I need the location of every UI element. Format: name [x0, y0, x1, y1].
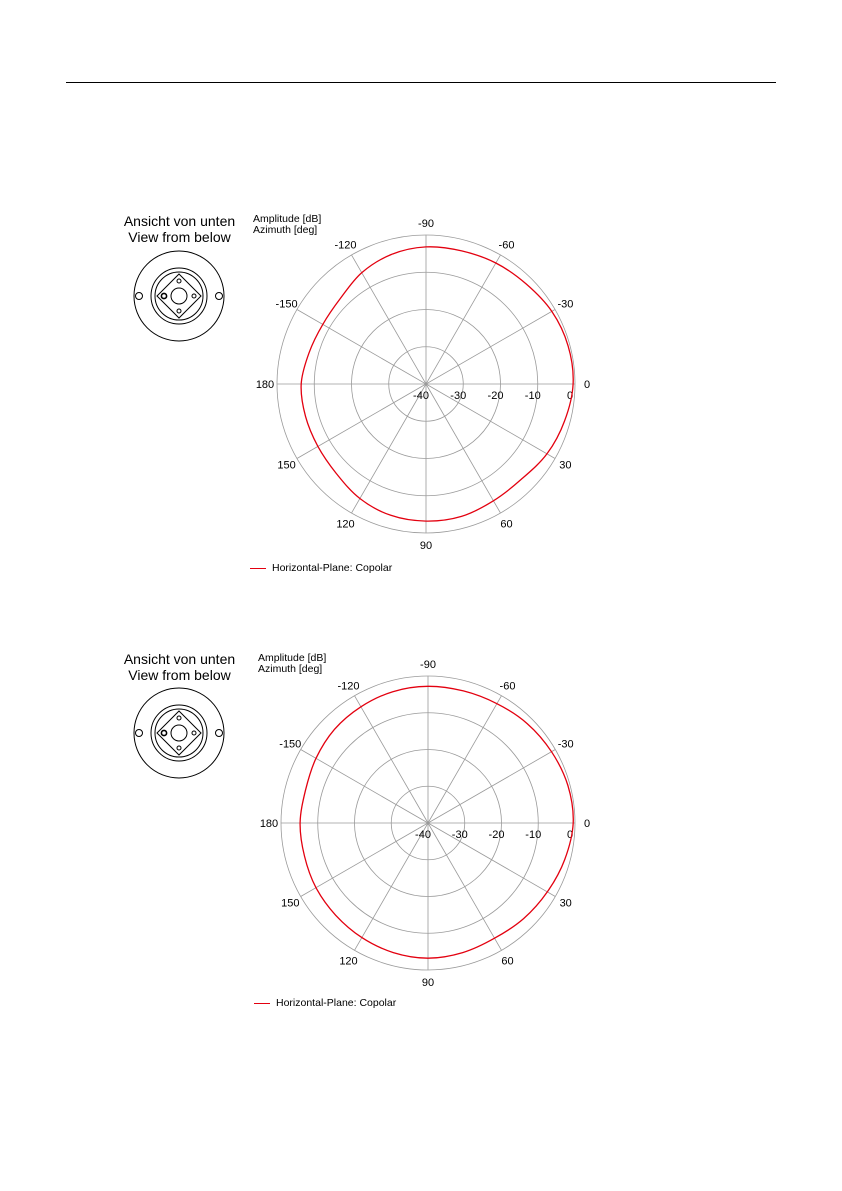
angle-tick-label: -150	[275, 298, 298, 311]
angle-tick-label: -60	[498, 239, 515, 252]
grid-spoke	[297, 384, 426, 459]
legend	[250, 562, 392, 574]
grid-spoke	[355, 823, 429, 950]
grid-spoke	[426, 384, 501, 513]
legend-entry: Horizontal-Plane: Copolar	[276, 997, 397, 1009]
radial-axis-label: Amplitude [dB]	[258, 652, 327, 664]
radial-tick-label: 0	[566, 390, 574, 402]
angle-tick-label: 60	[501, 955, 514, 968]
radial-tick-label: -20	[488, 829, 505, 841]
polar-chart	[240, 200, 610, 570]
radial-axis-label: Amplitude [dB]	[253, 213, 322, 225]
angle-tick-label: 150	[277, 459, 296, 472]
view-caption	[112, 213, 247, 245]
grid-spoke	[428, 696, 502, 823]
angle-tick-label: 180	[255, 379, 275, 391]
angular-axis-label: Azimuth [deg]	[253, 224, 318, 236]
angle-tick-label: 120	[339, 955, 358, 968]
series-line-copolar	[300, 686, 573, 958]
angle-tick-label: -30	[557, 738, 574, 751]
antenna-mount-drawing	[133, 250, 225, 342]
angular-axis-label: Azimuth [deg]	[258, 663, 323, 675]
view-caption-de: Ansicht von unten	[123, 651, 236, 667]
grid-spoke	[428, 750, 555, 824]
angle-tick-label: 30	[559, 459, 572, 472]
grid-spoke	[301, 823, 428, 897]
angle-tick-label: 90	[421, 977, 435, 989]
grid-spoke	[352, 384, 427, 513]
legend-swatch	[250, 568, 266, 569]
grid-spoke	[426, 255, 501, 384]
angle-tick-label: 180	[259, 818, 279, 830]
view-caption-de: Ansicht von unten	[123, 213, 236, 229]
radial-tick-label: -10	[524, 390, 541, 402]
angle-tick-label: 120	[336, 518, 355, 531]
angle-tick-label: -90	[418, 218, 434, 230]
radial-tick-label: -30	[451, 829, 468, 841]
radial-tick-label: -30	[450, 390, 467, 402]
grid-spoke	[355, 696, 429, 823]
grid-spoke	[426, 310, 555, 385]
view-caption	[112, 651, 247, 683]
angle-tick-label: 90	[419, 540, 433, 552]
angle-tick-label: -120	[334, 239, 357, 252]
radial-tick-label: -10	[525, 829, 542, 841]
angle-tick-label: -90	[420, 659, 436, 671]
view-caption-en: View from below	[128, 667, 231, 683]
angle-tick-label: -120	[337, 680, 360, 693]
legend-entry: Horizontal-Plane: Copolar	[272, 562, 393, 574]
angle-tick-label: 30	[559, 897, 572, 910]
angle-tick-label: 150	[281, 897, 300, 910]
angle-tick-label: -30	[557, 298, 574, 311]
legend-swatch	[254, 1003, 270, 1004]
grid-spoke	[297, 310, 426, 385]
angle-tick-label: 0	[583, 379, 591, 391]
header-rule	[66, 82, 776, 83]
polar-chart	[240, 640, 610, 1010]
legend	[254, 997, 396, 1009]
view-caption-en: View from below	[128, 229, 231, 245]
radial-tick-label: -20	[487, 390, 504, 402]
angle-tick-label: -150	[279, 738, 302, 751]
figure-1	[0, 200, 842, 620]
grid-spoke	[428, 823, 502, 950]
radial-tick-label: -40	[413, 390, 429, 402]
angle-tick-label: -60	[499, 680, 516, 693]
grid-spoke	[301, 750, 428, 824]
antenna-mount-drawing	[133, 687, 225, 779]
radial-tick-label: 0	[566, 829, 574, 841]
angle-tick-label: 60	[500, 518, 513, 531]
radial-tick-label: -40	[415, 829, 431, 841]
figure-2	[0, 640, 842, 1060]
angle-tick-label: 0	[583, 818, 591, 830]
grid-spoke	[352, 255, 427, 384]
